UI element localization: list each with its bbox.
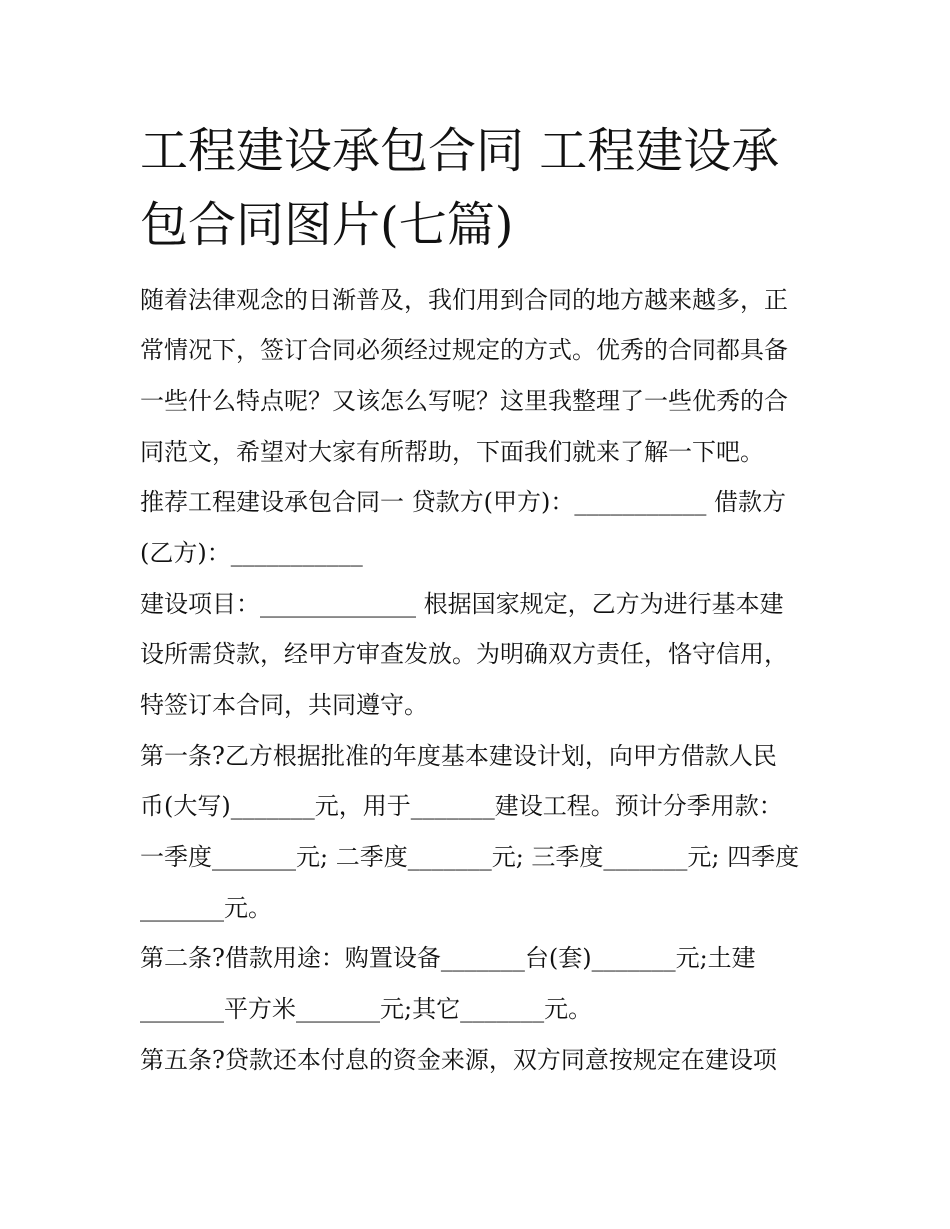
body-text-line: 一季度_______元; 二季度_______元; 三季度_______元; 四季度 [140,843,800,871]
body-text-line: (乙方)：___________ [140,539,363,567]
body-text-line: 设所需贷款，经甲方审查发放。为明确双方责任，恪守信用， [140,640,788,668]
body-text-line: 随着法律观念的日渐普及，我们用到合同的地方越来越多，正 [140,286,788,314]
body-text-line: 第一条?乙方根据批准的年度基本建设计划，向甲方借款人民 [140,742,777,770]
body-text-line: 币(大写)_______元，用于_______建设工程。预计分季用款： [140,792,783,820]
body-text-line: 推荐工程建设承包合同一 贷款方(甲方)：___________ 借款方 [140,488,786,516]
title-line: 工程建设承包合同 工程建设承 [140,123,780,179]
body-text-line: 第二条?借款用途：购置设备_______台(套)_______元;土建 [140,944,756,972]
document-title [140,114,820,262]
body-text-line: 建设项目：_____________ 根据国家规定，乙方为进行基本建 [140,590,784,618]
body-text-line: 常情况下，签订合同必须经过规定的方式。优秀的合同都具备 [140,336,788,364]
body-text-line: 一些什么特点呢？又该怎么写呢？这里我整理了一些优秀的合 [140,387,788,415]
body-text-line: _______平方米_______元;其它_______元。 [140,995,593,1023]
body-text-line: 第五条?贷款还本付息的资金来源，双方同意按规定在建设项 [140,1046,777,1074]
body-text-line: _______元。 [140,894,272,922]
body-text-line: 同范文，希望对大家有所帮助，下面我们就来了解一下吧。 [140,438,764,466]
title-line: 包合同图片(七篇) [140,197,514,253]
body-text-line: 特签订本合同，共同遵守。 [140,691,428,719]
